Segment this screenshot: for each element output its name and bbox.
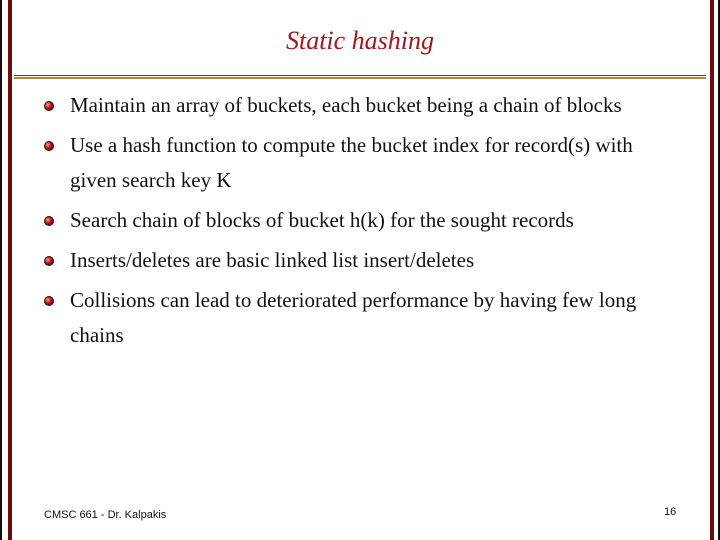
bullet-text: Search chain of blocks of bucket h(k) for the sought records [70,208,574,232]
footer-text: CMSC 661 - Dr. Kalpakis [44,509,167,521]
right-border-decoration [706,0,720,540]
sphere-bullet-icon [44,101,54,111]
title-divider-accent [14,77,706,79]
sphere-bullet-icon [44,296,54,306]
bullet-text: Maintain an array of buckets, each bucket being a chain of blocks [70,93,622,117]
title-divider [14,75,706,76]
bullet-text: Use a hash function to compute the bucket index for record(s) with given search key K [70,133,633,192]
bullet-item [44,88,684,123]
page-number: 16 [664,506,677,518]
bullet-item [44,243,684,278]
sphere-bullet-icon [44,141,54,151]
bullet-list [44,88,684,358]
slide-title: Static hashing [285,26,435,55]
bullet-text: Inserts/deletes are basic linked list insert/deletes [70,248,475,272]
sphere-bullet-icon [44,256,54,266]
bullet-item [44,128,684,198]
bullet-item [44,203,684,238]
sphere-bullet-icon [44,216,54,226]
left-border-decoration [0,0,14,540]
bullet-item [44,283,684,353]
bullet-text: Collisions can lead to deteriorated performance by having few long chains [70,288,637,347]
